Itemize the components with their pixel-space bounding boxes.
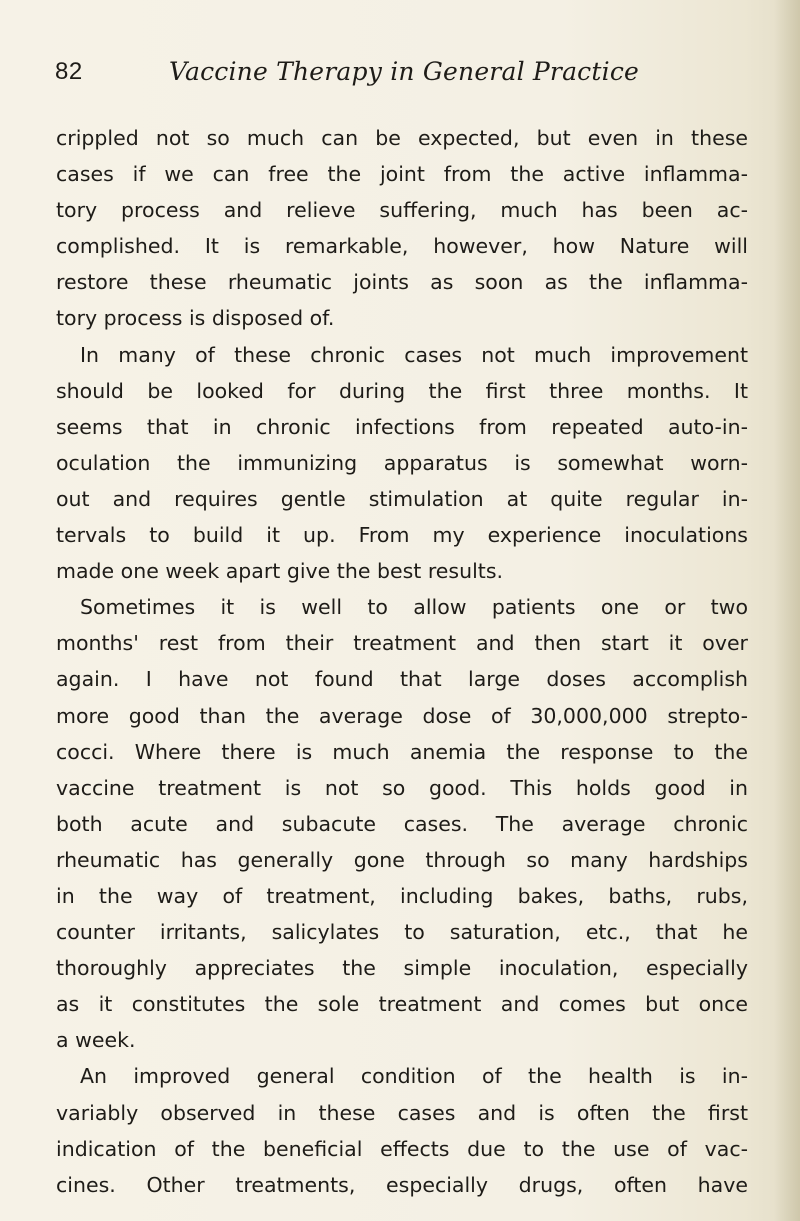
text-line: counter irritants, salicylates to saturation, etc., that he bbox=[56, 920, 748, 945]
body-text bbox=[56, 120, 748, 1203]
text-line: tory process and relieve suffering, much has been ac- bbox=[56, 198, 748, 223]
text-line: a week. bbox=[56, 1028, 136, 1053]
text-line: as it constitutes the sole treatment and comes but once bbox=[56, 992, 748, 1017]
text-line: thoroughly appreciates the simple inoculation, especially bbox=[56, 956, 748, 981]
text-line: vaccine treatment is not so good. This holds good in bbox=[56, 775, 748, 800]
text-line: made one week apart give the best results. bbox=[56, 559, 504, 584]
text-line: should be looked for during the first three months. It bbox=[56, 378, 748, 403]
text-line: An improved general condition of the health is in- bbox=[80, 1064, 748, 1089]
text-line: oculation the immunizing apparatus is somewhat worn- bbox=[56, 450, 748, 475]
text-line: in the way of treatment, including bakes, baths, rubs, bbox=[56, 883, 748, 908]
text-line: rheumatic has generally gone through so many hardships bbox=[56, 847, 748, 872]
text-line: months' rest from their treatment and then start it over bbox=[56, 631, 748, 656]
text-line: indication of the beneficial effects due to the use of vac- bbox=[56, 1136, 748, 1161]
text-line: Sometimes it is well to allow patients one or two bbox=[80, 595, 748, 620]
text-line: cines. Other treatments, especially drugs, often have bbox=[56, 1172, 748, 1197]
paragraph bbox=[56, 589, 748, 1058]
text-line: again. I have not found that large doses accomplish bbox=[56, 667, 748, 692]
text-line: seems that in chronic infections from repeated auto-in- bbox=[56, 414, 748, 439]
page-number: 82 bbox=[55, 58, 83, 85]
paragraph bbox=[56, 120, 748, 337]
text-line: crippled not so much can be expected, but even in these bbox=[56, 126, 748, 150]
text-line: variably observed in these cases and is often the first bbox=[56, 1100, 748, 1125]
text-line: out and requires gentle stimulation at quite regular in- bbox=[56, 486, 748, 511]
page-header bbox=[55, 52, 755, 92]
text-line: complished. It is remarkable, however, how Nature will bbox=[56, 234, 748, 259]
text-line: more good than the average dose of 30,000,000 strepto- bbox=[56, 703, 748, 728]
text-line: cases if we can free the joint from the active inflamma- bbox=[56, 162, 748, 187]
text-line: restore these rheumatic joints as soon as the inflamma- bbox=[56, 270, 748, 295]
page-edge-shadow bbox=[774, 0, 800, 1221]
paragraph bbox=[56, 337, 748, 590]
text-line: tervals to build it up. From my experience inoculations bbox=[56, 523, 748, 548]
text-line: both acute and subacute cases. The average chronic bbox=[56, 811, 748, 836]
text-line: In many of these chronic cases not much improvement bbox=[80, 342, 748, 367]
text-line: cocci. Where there is much anemia the response to the bbox=[56, 739, 748, 764]
running-title: Vaccine Therapy in General Practice bbox=[169, 57, 640, 86]
paragraph bbox=[56, 1058, 748, 1202]
text-line: tory process is disposed of. bbox=[56, 306, 335, 331]
